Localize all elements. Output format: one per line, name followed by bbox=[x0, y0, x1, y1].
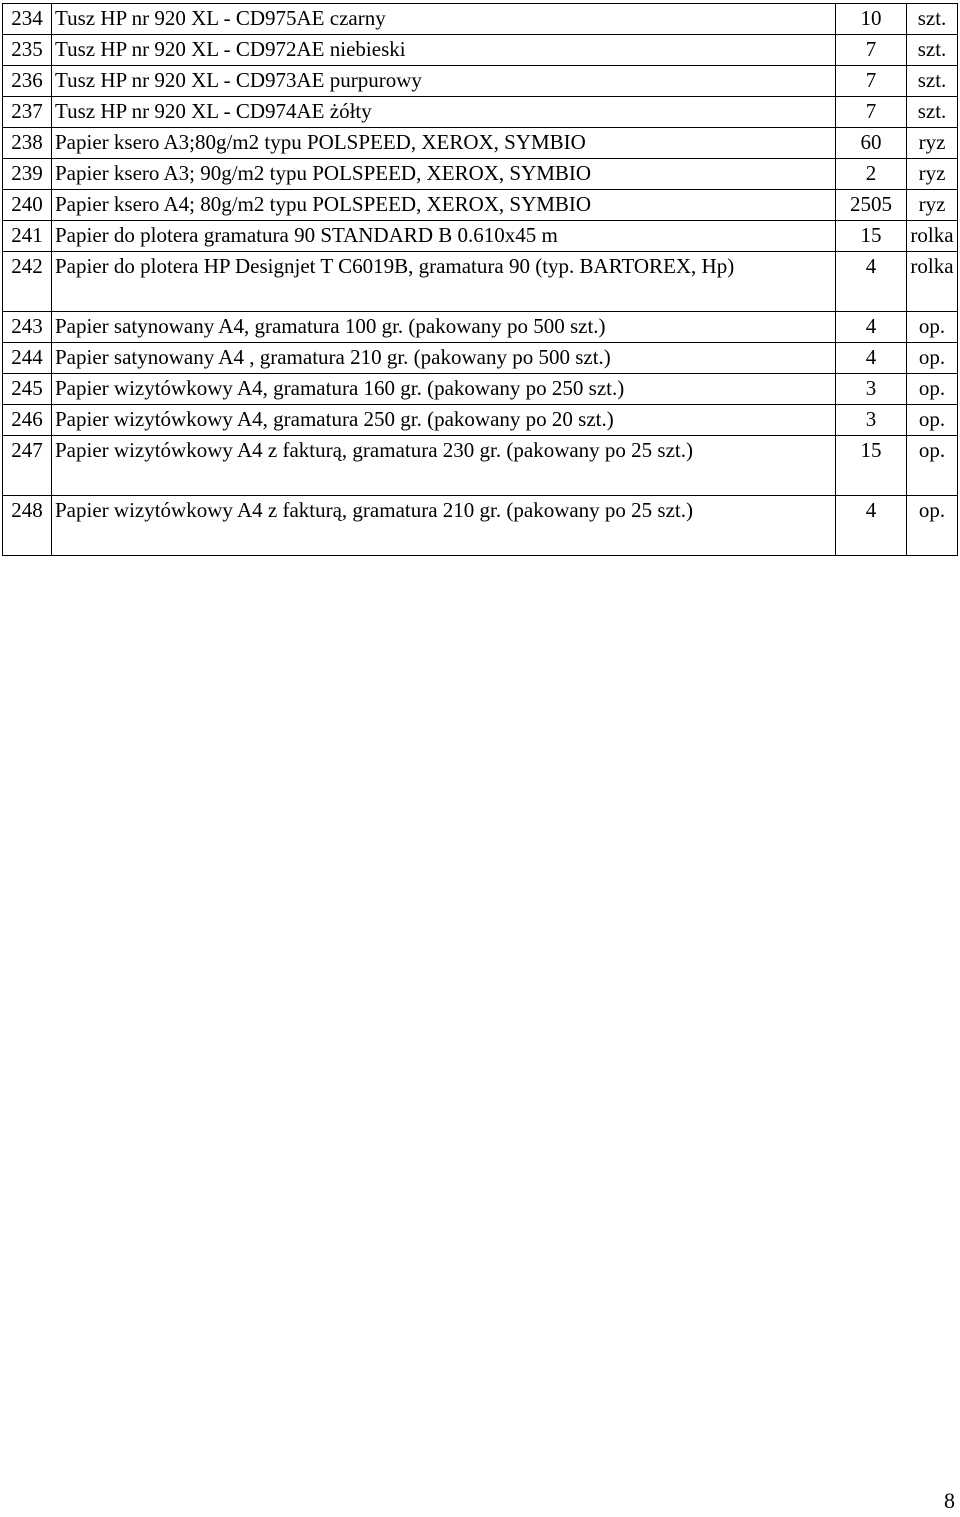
row-number: 234 bbox=[3, 4, 52, 35]
table-row bbox=[3, 4, 958, 35]
row-unit: op. bbox=[907, 312, 958, 343]
row-description: Papier wizytówkowy A4, gramatura 250 gr. (pakowany po 20 szt.) bbox=[52, 405, 836, 436]
row-number: 235 bbox=[3, 35, 52, 66]
row-number: 240 bbox=[3, 190, 52, 221]
page-number: 8 bbox=[944, 1488, 955, 1513]
row-quantity: 7 bbox=[836, 97, 907, 128]
row-description: Papier satynowany A4, gramatura 100 gr. (pakowany po 500 szt.) bbox=[52, 312, 836, 343]
row-unit: rolka bbox=[907, 221, 958, 252]
row-quantity: 60 bbox=[836, 128, 907, 159]
row-unit: op. bbox=[907, 374, 958, 405]
row-number: 238 bbox=[3, 128, 52, 159]
row-description: Papier ksero A3;80g/m2 typu POLSPEED, XEROX, SYMBIO bbox=[52, 128, 836, 159]
row-quantity: 2505 bbox=[836, 190, 907, 221]
table-row bbox=[3, 35, 958, 66]
row-description: Papier wizytówkowy A4 z fakturą, gramatura 230 gr. (pakowany po 25 szt.) bbox=[52, 436, 836, 496]
row-description: Papier do plotera gramatura 90 STANDARD B 0.610x45 m bbox=[52, 221, 836, 252]
row-number: 243 bbox=[3, 312, 52, 343]
row-number: 239 bbox=[3, 159, 52, 190]
items-table bbox=[2, 3, 958, 556]
row-number: 245 bbox=[3, 374, 52, 405]
row-unit: szt. bbox=[907, 66, 958, 97]
row-unit: szt. bbox=[907, 35, 958, 66]
row-number: 247 bbox=[3, 436, 52, 496]
row-quantity: 15 bbox=[836, 436, 907, 496]
table-row bbox=[3, 374, 958, 405]
row-number: 241 bbox=[3, 221, 52, 252]
row-description: Tusz HP nr 920 XL - CD974AE żółty bbox=[52, 97, 836, 128]
row-unit: op. bbox=[907, 436, 958, 496]
row-description: Papier ksero A4; 80g/m2 typu POLSPEED, XEROX, SYMBIO bbox=[52, 190, 836, 221]
row-description: Papier do plotera HP Designjet T C6019B, gramatura 90 (typ. BARTOREX, Hp) bbox=[52, 252, 836, 312]
table-row bbox=[3, 97, 958, 128]
row-number: 244 bbox=[3, 343, 52, 374]
row-quantity: 7 bbox=[836, 66, 907, 97]
row-unit: ryz bbox=[907, 190, 958, 221]
row-quantity: 4 bbox=[836, 252, 907, 312]
row-number: 248 bbox=[3, 496, 52, 556]
row-unit: szt. bbox=[907, 97, 958, 128]
table-row bbox=[3, 496, 958, 556]
row-quantity: 15 bbox=[836, 221, 907, 252]
table-row bbox=[3, 221, 958, 252]
table-row bbox=[3, 128, 958, 159]
row-number: 246 bbox=[3, 405, 52, 436]
row-number: 236 bbox=[3, 66, 52, 97]
row-unit: szt. bbox=[907, 4, 958, 35]
row-quantity: 4 bbox=[836, 343, 907, 374]
row-description: Papier satynowany A4 , gramatura 210 gr. (pakowany po 500 szt.) bbox=[52, 343, 836, 374]
row-quantity: 7 bbox=[836, 35, 907, 66]
table-row bbox=[3, 343, 958, 374]
row-quantity: 4 bbox=[836, 496, 907, 556]
row-description: Papier ksero A3; 90g/m2 typu POLSPEED, XEROX, SYMBIO bbox=[52, 159, 836, 190]
table-row bbox=[3, 405, 958, 436]
row-quantity: 3 bbox=[836, 405, 907, 436]
row-description: Papier wizytówkowy A4, gramatura 160 gr. (pakowany po 250 szt.) bbox=[52, 374, 836, 405]
row-description: Tusz HP nr 920 XL - CD973AE purpurowy bbox=[52, 66, 836, 97]
table-row bbox=[3, 436, 958, 496]
row-unit: op. bbox=[907, 343, 958, 374]
row-quantity: 10 bbox=[836, 4, 907, 35]
row-description: Papier wizytówkowy A4 z fakturą, gramatura 210 gr. (pakowany po 25 szt.) bbox=[52, 496, 836, 556]
row-quantity: 4 bbox=[836, 312, 907, 343]
table-row bbox=[3, 159, 958, 190]
table-row bbox=[3, 190, 958, 221]
table-row bbox=[3, 312, 958, 343]
row-quantity: 3 bbox=[836, 374, 907, 405]
row-number: 237 bbox=[3, 97, 52, 128]
row-unit: op. bbox=[907, 496, 958, 556]
table-row bbox=[3, 252, 958, 312]
row-unit: op. bbox=[907, 405, 958, 436]
row-unit: ryz bbox=[907, 159, 958, 190]
row-description: Tusz HP nr 920 XL - CD975AE czarny bbox=[52, 4, 836, 35]
table-row bbox=[3, 66, 958, 97]
row-unit: rolka bbox=[907, 252, 958, 312]
row-unit: ryz bbox=[907, 128, 958, 159]
row-number: 242 bbox=[3, 252, 52, 312]
row-quantity: 2 bbox=[836, 159, 907, 190]
row-description: Tusz HP nr 920 XL - CD972AE niebieski bbox=[52, 35, 836, 66]
